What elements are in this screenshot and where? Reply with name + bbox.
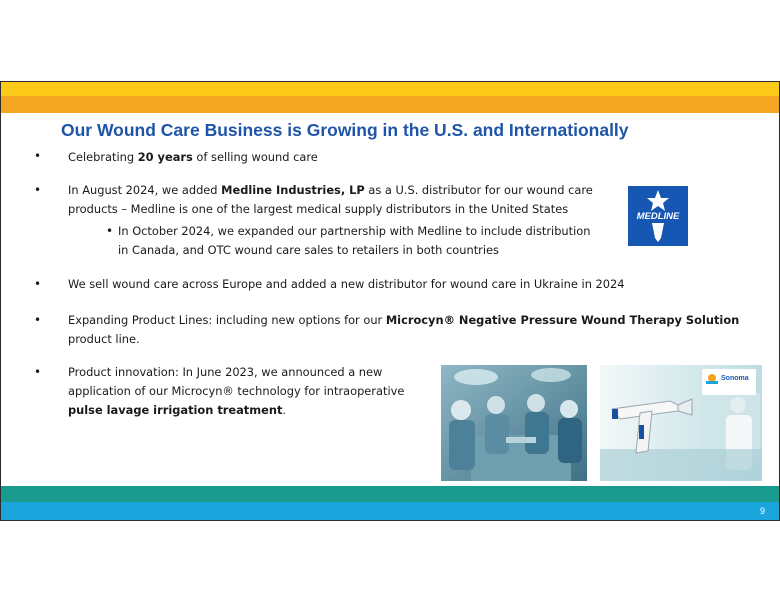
slide <box>0 81 780 521</box>
surgery-photo <box>441 365 587 481</box>
bullet-marker: • <box>34 149 42 163</box>
bullet-celebrating <box>68 148 318 167</box>
bullet-text: . <box>282 403 287 417</box>
footer-band-teal <box>1 486 779 502</box>
bullet-product-lines <box>68 311 739 349</box>
sub-bullet-marker: • <box>106 224 114 238</box>
bullet-text: Expanding Product Lines: including new options for our <box>68 313 386 327</box>
bullet-medline <box>68 181 593 219</box>
medline-logo-text: MEDLINE <box>636 211 680 222</box>
bullet-europe: We sell wound care across Europe and added a new distributor for wound care in Ukraine in 2024 <box>68 277 625 291</box>
bullet-text: product line. <box>68 332 140 346</box>
slide-title: Our Wound Care Business is Growing in the U.S. and Internationally <box>61 120 629 140</box>
bullet-text: in Canada, and OTC wound care sales to retailers in both countries <box>118 243 499 257</box>
bullet-bold-text: 20 years <box>137 150 193 164</box>
header-band-orange <box>1 96 779 113</box>
bullet-text: In October 2024, we expanded our partnership with Medline to include distribution <box>118 224 591 238</box>
bullet-bold-text: Medline Industries, LP <box>221 183 365 197</box>
bullet-marker: • <box>34 183 42 197</box>
page-number: 9 <box>759 506 765 516</box>
medline-logo-icon <box>628 186 688 246</box>
bullet-text: products – Medline is one of the largest medical supply distributors in the United States <box>68 202 569 216</box>
bullet-text: of selling wound care <box>192 150 318 164</box>
bullet-text: In August 2024, we added <box>68 183 222 197</box>
sub-bullet-october <box>118 222 590 260</box>
bullet-bold-text: Microcyn® Negative Pressure Wound Therapy Solution <box>385 313 740 327</box>
bullet-marker: • <box>34 313 42 327</box>
bullet-innovation <box>68 363 404 420</box>
bullet-bold-text: pulse lavage irrigation treatment <box>68 403 283 417</box>
bullet-marker: • <box>34 365 42 379</box>
footer-band-blue <box>1 502 779 520</box>
header-band-yellow <box>1 82 779 96</box>
sonoma-logo-text: Sonoma <box>721 375 749 382</box>
bullet-text: application of our Microcyn® technology for intraoperative <box>68 384 405 398</box>
bullet-marker: • <box>34 277 42 291</box>
bullet-text: Product innovation: In June 2023, we announced a new <box>68 365 383 379</box>
medline-logo <box>628 186 688 246</box>
bullet-text: as a U.S. distributor for our wound care <box>364 183 593 197</box>
bullet-text: Celebrating <box>68 150 138 164</box>
product-photo <box>600 365 762 481</box>
